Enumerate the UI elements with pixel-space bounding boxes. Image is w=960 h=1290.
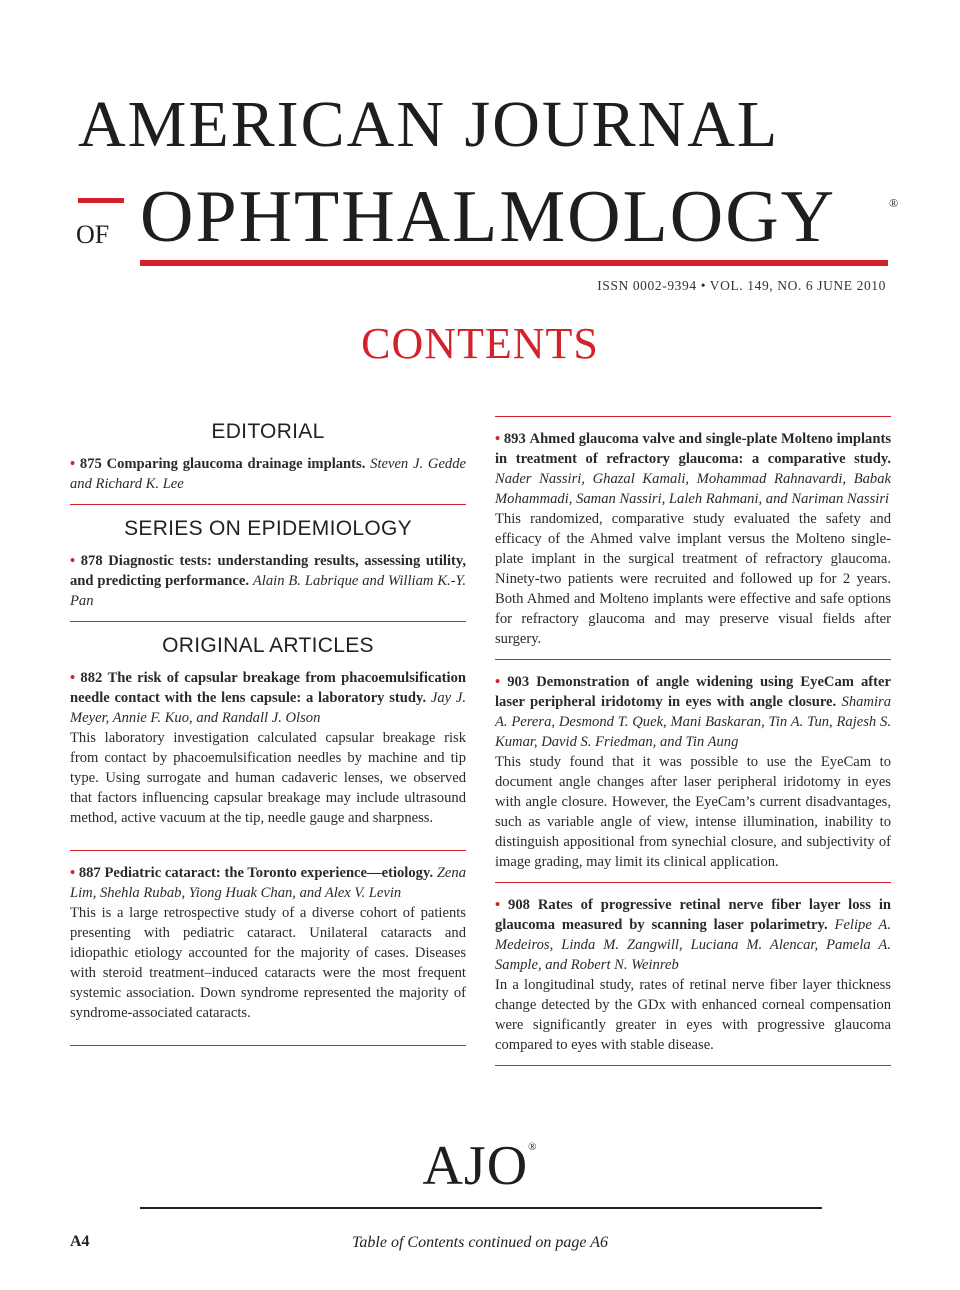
article-title: Comparing glaucoma drainage implants. [106,456,366,472]
journal-title-line2: OPHTHALMOLOGY [140,176,837,258]
article-abstract: This randomized, comparative study evaluated the safety and efficacy of the Ahmed valve implant versus the Molteno single-plate implant in the surgical treatment of refractory glaucoma. Ninety-two patients were recruited and followed up for 2 years. Both Ahmed and Molteno implants were effective and safe options for refractory glaucoma and may preserve visual fields after surgery. [495,511,891,647]
article-entry[interactable] [495,429,891,649]
section-heading-epidemiology: SERIES ON EPIDEMIOLOGY [124,517,412,540]
divider [70,850,466,851]
article-page: 878 [80,553,103,569]
bullet-icon: • [495,431,501,447]
journal-title-line1: AMERICAN JOURNAL [78,88,780,161]
article-title: Pediatric cataract: the Toronto experience—etiology. [104,865,434,881]
article-page: 875 [79,456,102,472]
article-page: 882 [80,670,103,686]
article-authors: Felipe A. Medeiros, Linda M. Zangwill, Luciana M. Alencar, Pamela A. Sample, and Robert N. Weinreb [495,917,891,973]
contents-title: CONTENTS [361,319,599,368]
article-entry[interactable] [495,895,891,1055]
section-heading-editorial: EDITORIAL [211,420,325,443]
divider [70,1045,466,1046]
divider [70,504,466,505]
article-authors: Alain B. Labrique and William K.-Y. Pan [70,573,466,609]
masthead-red-rule [140,260,888,266]
article-authors: Steven J. Gedde and Richard K. Lee [70,456,466,492]
article-title: The risk of capsular breakage from phacoemulsification needle contact with the lens capsule: a laboratory study. [70,670,466,706]
journal-title-of: OF [76,220,110,249]
article-entry[interactable] [70,863,466,1023]
article-abstract: This laboratory investigation calculated capsular breakage risk from contact by phacoemulsification needles by machine and tip type. Using surrogate and human cadaveric lenses, we observed that factors influencing capsular breakage may include ultrasound method, active vacuum at the tip, needle gauge and sharpness. [70,730,466,826]
article-page: 908 [508,897,530,913]
divider [495,1065,891,1066]
bullet-icon: • [70,670,76,686]
article-authors: Shamira A. Perera, Desmond T. Quek, Mani Baskaran, Tin A. Tun, Rajesh S. Kumar, David S. Friedman, and Tin Aung [495,694,891,750]
article-abstract: This study found that it was possible to use the EyeCam to document angle changes after laser peripheral iridotomy in eyes with angle closure. However, the EyeCam’s current disadvantages, such as variable angle of view, intense illumination, inability to distinguish appositional from synechial closure, and subjectivity of image grading, may limit its clinical application. [495,754,891,870]
article-entry[interactable] [70,551,466,611]
bullet-icon: • [70,553,76,569]
bullet-icon: • [70,456,76,472]
divider [495,659,891,660]
article-page: 903 [507,674,530,690]
ajo-logo [0,1135,960,1197]
left-column [70,416,466,1058]
page-number: A4 [70,1233,90,1250]
bullet-icon: • [495,674,501,690]
article-entry[interactable] [70,668,466,828]
article-title: Demonstration of angle widening using EyeCam after laser peripheral iridotomy in eyes with angle closure. [495,674,891,710]
article-authors: Jay J. Meyer, Annie F. Kuo, and Randall J. Olson [70,690,466,726]
article-entry[interactable] [495,672,891,872]
bullet-icon: • [495,897,501,913]
article-page: 893 [503,431,526,447]
masthead-red-bar [78,198,124,203]
article-title: Rates of progressive retinal nerve fiber layer loss in glaucoma measured by scanning laser polarimetry. [495,897,891,933]
article-authors: Zena Lim, Shehla Rubab, Yiong Huak Chan, and Alex V. Levin [70,865,466,901]
registered-mark: ® [889,196,899,210]
divider [495,416,891,417]
article-abstract: This is a large retrospective study of a diverse cohort of patients presenting with pediatric cataract. Unilateral cataracts and idiopathic etiology accounted for the majority of cases. Diseases with steroid treatment–induced cataracts were the most frequent systemic association. Down syndrome represented the majority of syndrome-associated cataracts. [70,905,466,1021]
masthead [0,0,960,300]
section-heading-original-articles: ORIGINAL ARTICLES [162,634,374,657]
ajo-logo-text: AJO [422,1135,529,1197]
article-authors: Nader Nassiri, Ghazal Kamali, Mohammad Rahnavardi, Babak Mohammadi, Saman Nassiri, Laleh Rahmani, and Nariman Nassiri [495,471,891,507]
right-column [495,416,891,1078]
footer-rule [140,1207,822,1209]
bullet-icon: • [70,865,76,881]
divider [70,621,466,622]
article-abstract: In a longitudinal study, rates of retinal nerve fiber layer thickness change detected by the GDx with enhanced corneal compensation were significantly greater in eyes with progressive glaucoma compared to eyes with stable disease. [495,977,891,1053]
article-entry[interactable] [70,454,466,494]
divider [495,882,891,883]
continued-note: Table of Contents continued on page A6 [352,1234,608,1251]
article-page: 887 [78,865,101,881]
article-title: Diagnostic tests: understanding results, assessing utility, and predicting performance. [70,553,466,589]
issue-info: ISSN 0002-9394 • VOL. 149, NO. 6 JUNE 2010 [597,278,886,293]
article-title: Ahmed glaucoma valve and single-plate Molteno implants in treatment of refractory glaucoma: a comparative study. [495,431,891,467]
ajo-logo-reg: ® [528,1141,538,1153]
